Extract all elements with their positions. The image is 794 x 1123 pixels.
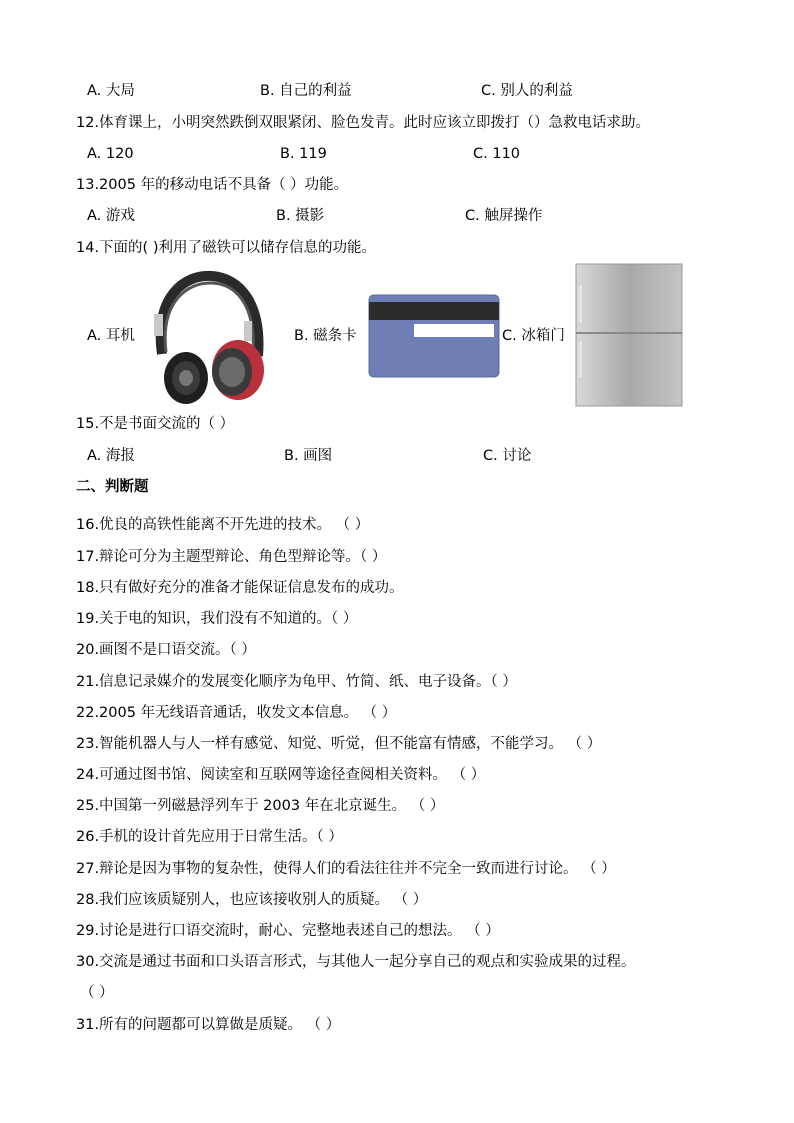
q12-option-c: C. 110	[473, 146, 521, 162]
judgment-item: 20.画图不是口语交流。（ ）	[76, 642, 256, 658]
judgment-item: 16.优良的高铁性能离不开先进的技术。 （ ）	[76, 517, 370, 533]
q14-option-b: B. 磁条卡	[294, 328, 357, 344]
q13-option-a: A. 游戏	[87, 208, 135, 224]
q12-text: 12.体育课上，小明突然跌倒双眼紧闭、脸色发青。此时应该立即拨打（）急救电话求助。	[76, 115, 651, 131]
q14-option-c: C. 冰箱门	[502, 328, 565, 344]
headphones-image	[140, 266, 270, 406]
q11-option-a: A. 大局	[87, 83, 135, 99]
judgment-item: 26.手机的设计首先应用于日常生活。（ ）	[76, 829, 343, 845]
judgment-item-continued: （ ）	[80, 985, 114, 1001]
judgment-item: 17.辩论可分为主题型辩论、角色型辩论等。（ ）	[76, 549, 387, 565]
q13-option-c: C. 触屏操作	[465, 208, 543, 224]
q15-text: 15.不是书面交流的（ ）	[76, 416, 235, 432]
judgment-item: 29.讨论是进行口语交流时，耐心、完整地表述自己的想法。 （ ）	[76, 923, 500, 939]
judgment-item: 27.辩论是因为事物的复杂性，使得人们的看法往往并不完全一致而进行讨论。 （ ）	[76, 861, 616, 877]
judgment-item: 31.所有的问题都可以算做是质疑。 （ ）	[76, 1017, 341, 1033]
q12-option-b: B. 119	[280, 146, 327, 162]
q14-option-a: A. 耳机	[87, 328, 135, 344]
q14-text: 14.下面的( )利用了磁铁可以储存信息的功能。	[76, 240, 376, 256]
q15-option-a: A. 海报	[87, 448, 135, 464]
refrigerator-image	[575, 263, 683, 407]
judgment-item: 30.交流是通过书面和口头语言形式，与其他人一起分享自己的观点和实验成果的过程。	[76, 954, 636, 970]
q11-option-c: C. 别人的利益	[481, 83, 573, 99]
q12-option-a: A. 120	[87, 146, 134, 162]
judgment-item: 28.我们应该质疑别人，也应该接收别人的质疑。 （ ）	[76, 892, 428, 908]
judgment-item: 23.智能机器人与人一样有感觉、知觉、听觉，但不能富有情感，不能学习。 （ ）	[76, 736, 602, 752]
q15-option-b: B. 画图	[284, 448, 333, 464]
section-title: 二、判断题	[76, 479, 149, 495]
judgment-item: 25.中国第一列磁悬浮列车于 2003 年在北京诞生。 （ ）	[76, 798, 445, 814]
judgment-item: 18.只有做好充分的准备才能保证信息发布的成功。	[76, 580, 404, 596]
magnetic-card-image	[368, 294, 500, 378]
judgment-item: 22.2005 年无线语音通话，收发文本信息。 （ ）	[76, 705, 397, 721]
judgment-item: 19.关于电的知识，我们没有不知道的。（ ）	[76, 611, 358, 627]
q15-option-c: C. 讨论	[483, 448, 532, 464]
judgment-item: 21.信息记录媒介的发展变化顺序为龟甲、竹简、纸、电子设备。（ ）	[76, 674, 517, 690]
q13-text: 13.2005 年的移动电话不具备（ ）功能。	[76, 177, 349, 193]
judgment-item: 24.可通过图书馆、阅读室和互联网等途径查阅相关资料。 （ ）	[76, 767, 486, 783]
q13-option-b: B. 摄影	[276, 208, 325, 224]
q11-option-b: B. 自己的利益	[260, 83, 352, 99]
